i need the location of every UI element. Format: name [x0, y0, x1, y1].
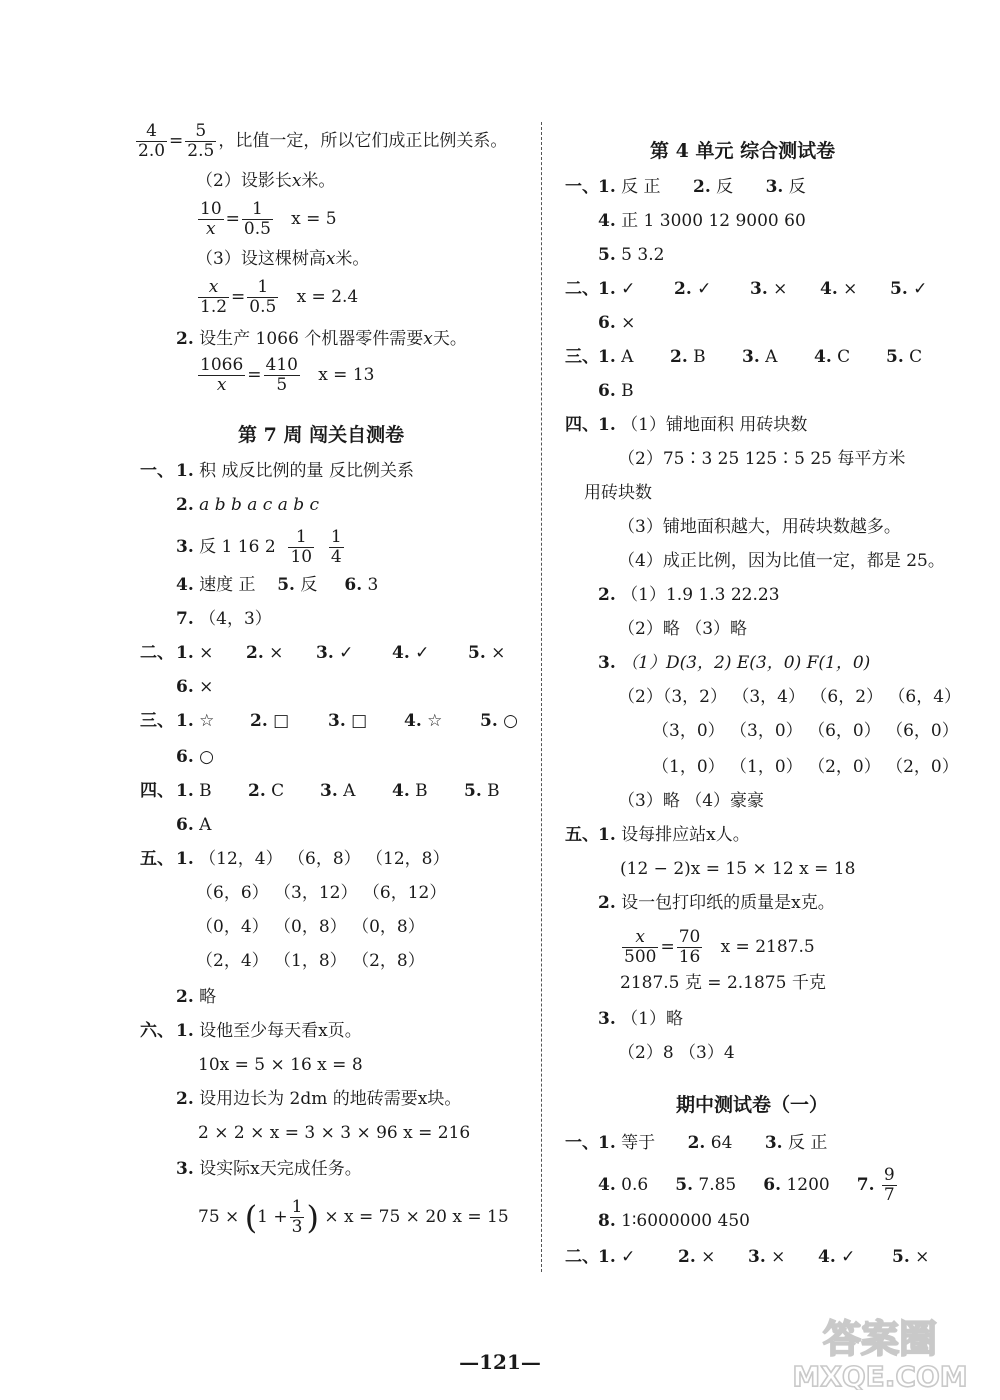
answer-line: （2）75∶3 25 125∶5 25 每平方米 — [618, 449, 906, 469]
section-label: 四、 — [565, 415, 599, 435]
section-label: 一、 — [565, 1133, 599, 1153]
answer-row: 2. □ — [250, 711, 290, 731]
left-q2-label: （2）设影长x米。 — [196, 171, 336, 191]
answer-row: 1. ✓ — [598, 1247, 636, 1267]
left-intro: $\frac{4}{2.0}$ = $\frac{5}{2.5}$ ，比值一定，所以它们成正比例关系。 — [138, 121, 508, 161]
answer-row: 4. ✓ — [392, 643, 430, 663]
answer-row: 5. B — [464, 781, 500, 801]
answer-line: 2. 略 — [176, 987, 217, 1007]
answer-line: （2）（3，2） （3，4） （6，2） （6，4） — [618, 687, 962, 707]
answer-row: 3. □ — [328, 711, 368, 731]
left-q2-eq: $\frac{10}{x}$ = $\frac{1}{0.5}$ x = 5 — [200, 199, 337, 239]
watermark-title: 答案圈 — [822, 1317, 938, 1361]
section-label: 四、 — [140, 781, 174, 801]
answer-row: 3. × — [748, 1247, 786, 1267]
answer-line: （2，4） （1，8） （2，8） — [196, 951, 425, 971]
answer-row: 3. ✓ — [316, 643, 354, 663]
section-label: 三、 — [140, 711, 174, 731]
answer-line: 1. 设每排应站x人。 — [598, 825, 750, 845]
answer-row: 4. × — [820, 279, 858, 299]
answer-line: 1. 等于 2. 64 3. 反 正 — [598, 1133, 828, 1153]
answer-row: 2. × — [246, 643, 284, 663]
section-label: 一、 — [565, 177, 599, 197]
answer-line: （3）略 （4）豪豪 — [618, 791, 765, 811]
answer-row: 3. A — [742, 347, 778, 367]
answer-line: (12 − 2)x = 15 × 12 x = 18 — [620, 859, 856, 879]
answer-row: 2. × — [678, 1247, 716, 1267]
answer-line: 75 × (1 + $\frac{1}{3}$ ) × x = 75 × 20 x = 15 — [198, 1197, 509, 1237]
answer-line: （6，6） （3，12） （6，12） — [196, 883, 447, 903]
answer-row: 5. ✓ — [890, 279, 928, 299]
answer-row: 4. C — [814, 347, 851, 367]
answer-line: 3. （1）D(3，2) E(3，0) F(1，0) — [598, 653, 871, 673]
answer-row: 4. ✓ — [818, 1247, 856, 1267]
answer-row: 2. ✓ — [674, 279, 712, 299]
section-label: 六、 — [140, 1021, 174, 1041]
answer-line: 3. 设实际x天完成任务。 — [176, 1159, 362, 1179]
section-title-unit4: 第 4 单元 综合测试卷 — [650, 140, 836, 162]
answer-row: 1. ☆ — [176, 711, 215, 731]
answer-line: 7. （4，3） — [176, 609, 272, 629]
section-label: 三、 — [565, 347, 599, 367]
answer-row: 1. ✓ — [598, 279, 636, 299]
answer-line: 2. 设用边长为 2dm 的地砖需要x块。 — [176, 1089, 462, 1109]
answer-row: 3. A — [320, 781, 356, 801]
answer-row: 4. B — [392, 781, 428, 801]
answer-line: （0，4） （0，8） （0，8） — [196, 917, 425, 937]
section-label: 五、 — [140, 849, 174, 869]
answer-line: （2）8 （3）4 — [618, 1043, 735, 1063]
watermark-url: MXQE.COM — [792, 1360, 968, 1390]
answer-line: （3）铺地面积越大，用砖块数越多。 — [618, 517, 901, 537]
answer-line: 10x = 5 × 16 x = 8 — [198, 1055, 363, 1075]
left-p2-label: 2. 设生产 1066 个机器零件需要x天。 — [176, 329, 467, 349]
answer-row: 6. B — [598, 381, 634, 401]
answer-row: 2. C — [248, 781, 285, 801]
answer-line: （3，0） （3，0） （6，0） （6，0） — [652, 721, 959, 741]
square-icon: □ — [273, 711, 290, 731]
section-label: 五、 — [565, 825, 599, 845]
answer-line: 1. 积 成反比例的量 反比例关系 — [176, 461, 414, 481]
answer-line: 2. （1）1.9 1.3 22.23 — [598, 585, 780, 605]
section-label: 二、 — [565, 1247, 599, 1267]
answer-row: 2. B — [670, 347, 706, 367]
answer-row: 6. × — [598, 313, 636, 333]
answer-line: 1. （12，4） （6，8） （12，8） — [176, 849, 450, 869]
answer-line: 3. （1）略 — [598, 1009, 683, 1029]
answer-row: 4. ☆ — [404, 711, 443, 731]
left-q3-label: （3）设这棵树高x米。 — [196, 249, 370, 269]
answer-line: 2187.5 克 = 2.1875 千克 — [620, 973, 826, 993]
answer-line: 1. 设他至少每天看x页。 — [176, 1021, 362, 1041]
answer-line: 1. 反 正 2. 反 3. 反 — [598, 177, 806, 197]
answer-line: 3. 反 1 16 2 $\frac{1}{10}$ $\frac{1}{4}$ — [176, 527, 342, 567]
left-p2-eq: $\frac{1066}{x}$ = $\frac{410}{5}$ x = 13 — [200, 355, 375, 395]
section-label: 二、 — [140, 643, 174, 663]
answer-row: 5. × — [468, 643, 506, 663]
answer-line: $\frac{x}{500}$ = $\frac{70}{16}$ x = 2187.5 — [624, 927, 815, 967]
answer-line: 用砖块数 — [584, 483, 652, 503]
answer-line: 4. 正 1 3000 12 9000 60 — [598, 211, 806, 231]
answer-row: 1. A — [598, 347, 634, 367]
fraction: $\frac{5}{2.5}$ — [187, 121, 215, 161]
column-divider — [541, 122, 542, 1272]
answer-row: 3. × — [750, 279, 788, 299]
answer-line: 4. 速度 正 5. 反 6. 3 — [176, 575, 379, 595]
watermark-logo — [770, 1310, 992, 1390]
answer-line: （4）成正比例，因为比值一定，都是 25。 — [618, 551, 945, 571]
star-icon: ☆ — [427, 711, 443, 731]
answer-line: 4. 0.6 5. 7.85 6. 1200 7. $\frac{9}{7}$ — [598, 1165, 895, 1205]
answer-line: （1，0） （1，0） （2，0） （2，0） — [652, 757, 959, 777]
answer-row: 5. C — [886, 347, 923, 367]
answer-line: 1. （1）铺地面积 用砖块数 — [598, 415, 808, 435]
answer-row: 5. ○ — [480, 711, 518, 731]
section-title-midterm: 期中测试卷（一） — [676, 1094, 829, 1116]
page-number: —121— — [459, 1350, 541, 1374]
answer-row: 1. × — [176, 643, 214, 663]
answer-line: 2. a b b a c a b c — [176, 495, 320, 515]
fraction: $\frac{4}{2.0}$ — [138, 121, 166, 161]
answer-line: 2. 设一包打印纸的质量是x克。 — [598, 893, 835, 913]
square-icon: □ — [351, 711, 368, 731]
section-label: 二、 — [565, 279, 599, 299]
circle-icon: ○ — [199, 747, 214, 767]
answer-row: 5. × — [892, 1247, 930, 1267]
section-label: 一、 — [140, 461, 174, 481]
circle-icon: ○ — [503, 711, 518, 731]
answer-row: 6. × — [176, 677, 214, 697]
left-q3-eq: $\frac{x}{1.2}$ = $\frac{1}{0.5}$ x = 2.4 — [200, 277, 359, 317]
answer-row: 6. A — [176, 815, 212, 835]
section-title-week7: 第 7 周 闯关自测卷 — [238, 424, 405, 446]
answer-row: 6. ○ — [176, 747, 214, 767]
answer-line: 8. 1∶6000000 450 — [598, 1211, 750, 1231]
star-icon: ☆ — [199, 711, 215, 731]
answer-line: 5. 5 3.2 — [598, 245, 665, 265]
answer-row: 1. B — [176, 781, 212, 801]
answer-line: 2 × 2 × x = 3 × 3 × 96 x = 216 — [198, 1123, 471, 1143]
answer-line: （2）略 （3）略 — [618, 619, 748, 639]
